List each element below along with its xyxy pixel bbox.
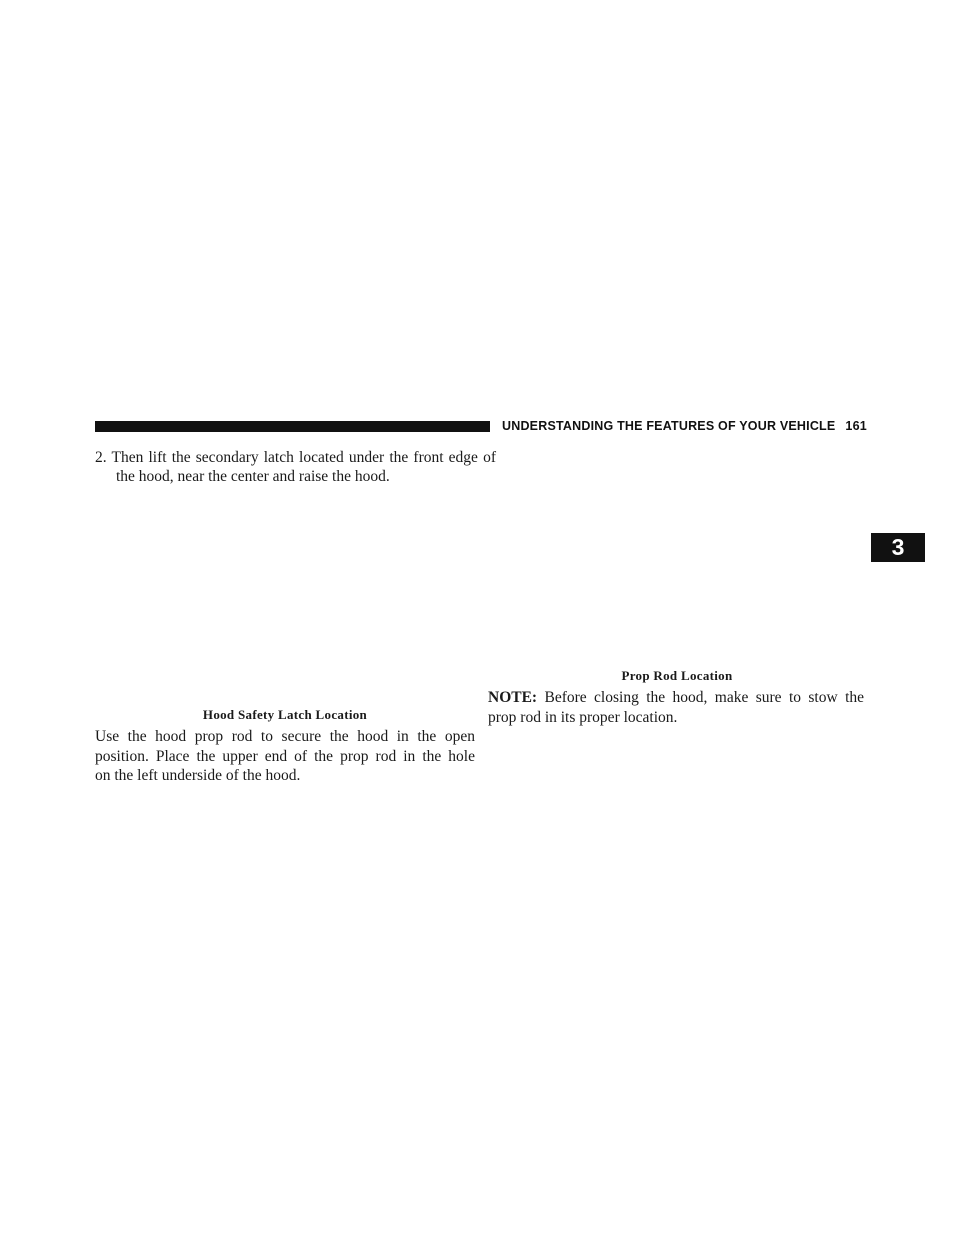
page-number: 161 (845, 419, 867, 433)
prop-rod-paragraph (95, 727, 475, 786)
paragraph-line-3: on the left underside of the hood. (95, 767, 301, 784)
note-line-1 (488, 688, 864, 708)
note-line-1-text: Before closing the hood, make sure to stow the (544, 689, 865, 706)
paragraph-line-1: Use the hood prop rod to secure the hood in the open (95, 728, 475, 745)
paragraph-line-2: position. Place the upper end of the prop rod in the hole (95, 747, 475, 765)
figure-caption-prop-rod: Prop Rod Location (621, 668, 733, 683)
note-line-2: prop rod in its proper location. (488, 708, 678, 726)
chapter-tab: 3 (871, 533, 925, 562)
running-header (502, 419, 867, 433)
figure-caption-hood-safety-latch: Hood Safety Latch Location (202, 707, 368, 722)
note-block (488, 688, 864, 727)
hood-safety-latch-figure (95, 480, 475, 698)
header-rule-bar (95, 421, 490, 432)
running-header-title: UNDERSTANDING THE FEATURES OF YOUR VEHICLE (502, 419, 836, 433)
note-label: NOTE: (488, 689, 538, 706)
step-2-text: 2. Then lift the secondary latch located under the front edge of the hood, near the center and raise the hood. (95, 449, 496, 485)
prop-rod-figure (488, 440, 866, 664)
